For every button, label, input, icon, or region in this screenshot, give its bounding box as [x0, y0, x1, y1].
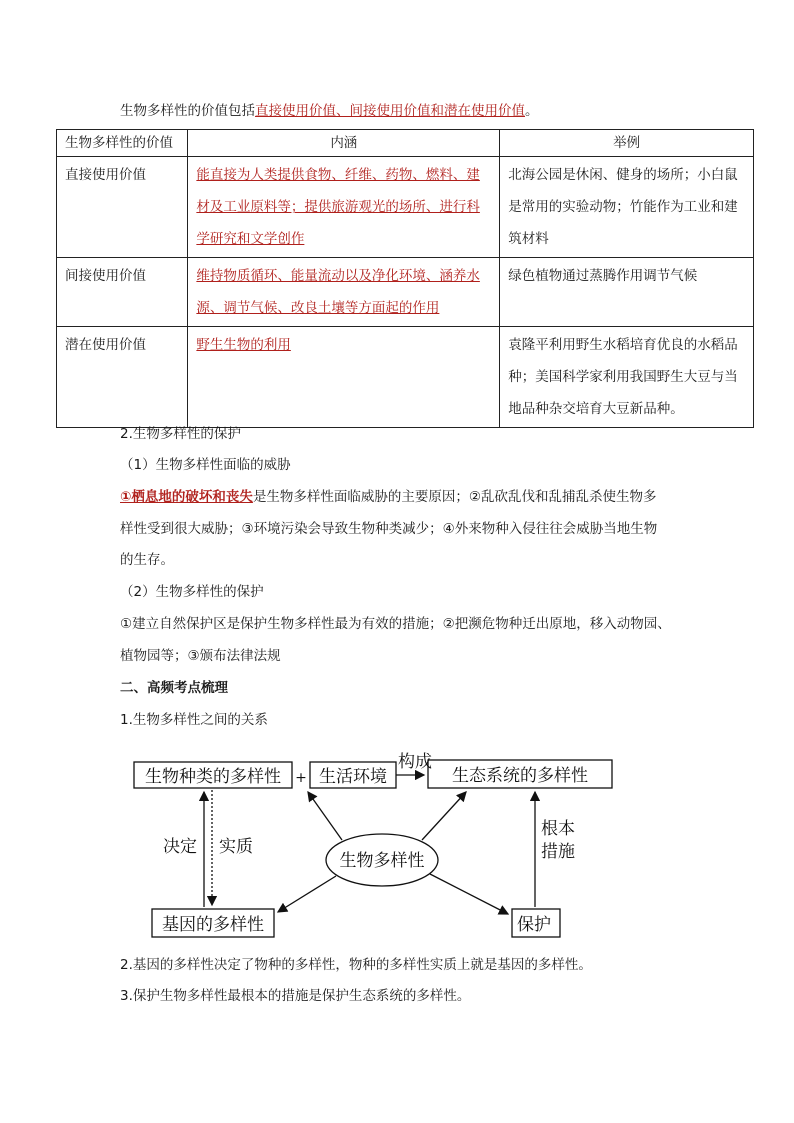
- section3-item3: 3.保护生物多样性最根本的措施是保护生态系统的多样性。: [120, 988, 471, 1004]
- biodiversity-relationship-diagram: [130, 742, 620, 947]
- section3-item1: 1.生物多样性之间的关系: [120, 712, 268, 728]
- environment-label: 生活环境: [319, 767, 387, 787]
- table-cell-name: 潜在使用价值: [57, 327, 188, 428]
- root-label-2: 措施: [541, 842, 575, 862]
- root-label-1: 根本: [541, 819, 575, 839]
- intro-line: [120, 101, 539, 121]
- table-cell-name: 直接使用价值: [57, 157, 188, 258]
- intro-suffix: 。: [525, 103, 539, 119]
- section2-sub2: （2）生物多样性的保护: [120, 584, 264, 600]
- threat-line1-rest: 是生物多样性面临威胁的主要原因；②乱砍乱伐和乱捕乱杀使生物多: [252, 489, 657, 505]
- table-header: 举例: [500, 130, 754, 157]
- center-to-protect-arrow: [430, 874, 508, 914]
- section2-title: 2.生物多样性的保护: [120, 426, 241, 442]
- gene-label: 基因的多样性: [162, 915, 264, 935]
- table-header: 内涵: [188, 130, 500, 157]
- center-label: 生物多样性: [339, 851, 425, 871]
- table-cell-name: 间接使用价值: [57, 258, 188, 327]
- value-table: [56, 129, 754, 428]
- threat-line-2: 样性受到很大威胁；③环境污染会导致生物种类减少；④外来物种入侵往往会威胁当地生物: [120, 521, 658, 537]
- threat-line-1: [120, 487, 657, 507]
- table-cell-meaning: 维持物质循环、能量流动以及净化环境、涵养水源、调节气候、改良土壤等方面起的作用: [188, 258, 500, 327]
- protect-label: 保护: [517, 915, 551, 935]
- species-label: 生物种类的多样性: [145, 767, 281, 787]
- center-to-ecosystem-arrow: [422, 792, 466, 840]
- table-cell-meaning: 野生生物的利用: [188, 327, 500, 428]
- section3-item2: 2.基因的多样性决定了物种的多样性，物种的多样性实质上就是基因的多样性。: [120, 957, 592, 973]
- section3-title: 二、高频考点梳理: [120, 680, 228, 696]
- table-row: [57, 327, 754, 428]
- table-header-row: [57, 130, 754, 157]
- table-row: [57, 157, 754, 258]
- intro-prefix: 生物多样性的价值包括: [120, 103, 255, 119]
- essence-label: 实质: [219, 837, 253, 857]
- protect-line-2: 植物园等；③颁布法律法规: [120, 648, 281, 664]
- threat-highlight: ①栖息地的破坏和丧失: [120, 489, 253, 505]
- decide-label: 决定: [163, 837, 197, 857]
- constitute-label: 构成: [398, 752, 432, 772]
- table-cell-example: 绿色植物通过蒸腾作用调节气候: [500, 258, 754, 327]
- table-row: [57, 258, 754, 327]
- table-cell-example: 袁隆平利用野生水稻培育优良的水稻品种；美国科学家利用我国野生大豆与当地品种杂交培育大豆新品种。: [500, 327, 754, 428]
- center-to-environment-arrow: [308, 792, 342, 840]
- threat-line-3: 的生存。: [120, 552, 174, 568]
- ecosystem-label: 生态系统的多样性: [452, 766, 588, 786]
- section2-sub1: （1）生物多样性面临的威胁: [120, 457, 291, 473]
- plus-label: +: [295, 770, 307, 786]
- table-cell-example: 北海公园是休闲、健身的场所；小白鼠是常用的实验动物；竹能作为工业和建筑材料: [500, 157, 754, 258]
- intro-highlight: 直接使用价值、间接使用价值和潜在使用价值: [255, 103, 525, 119]
- table-header: 生物多样性的价值: [57, 130, 188, 157]
- center-to-gene-arrow: [278, 876, 336, 912]
- protect-line-1: ①建立自然保护区是保护生物多样性最为有效的措施；②把濒危物种迁出原地，移入动物园、: [120, 616, 671, 632]
- table-cell-meaning: 能直接为人类提供食物、纤维、药物、燃料、建材及工业原料等；提供旅游观光的场所、进行科学研究和文学创作: [188, 157, 500, 258]
